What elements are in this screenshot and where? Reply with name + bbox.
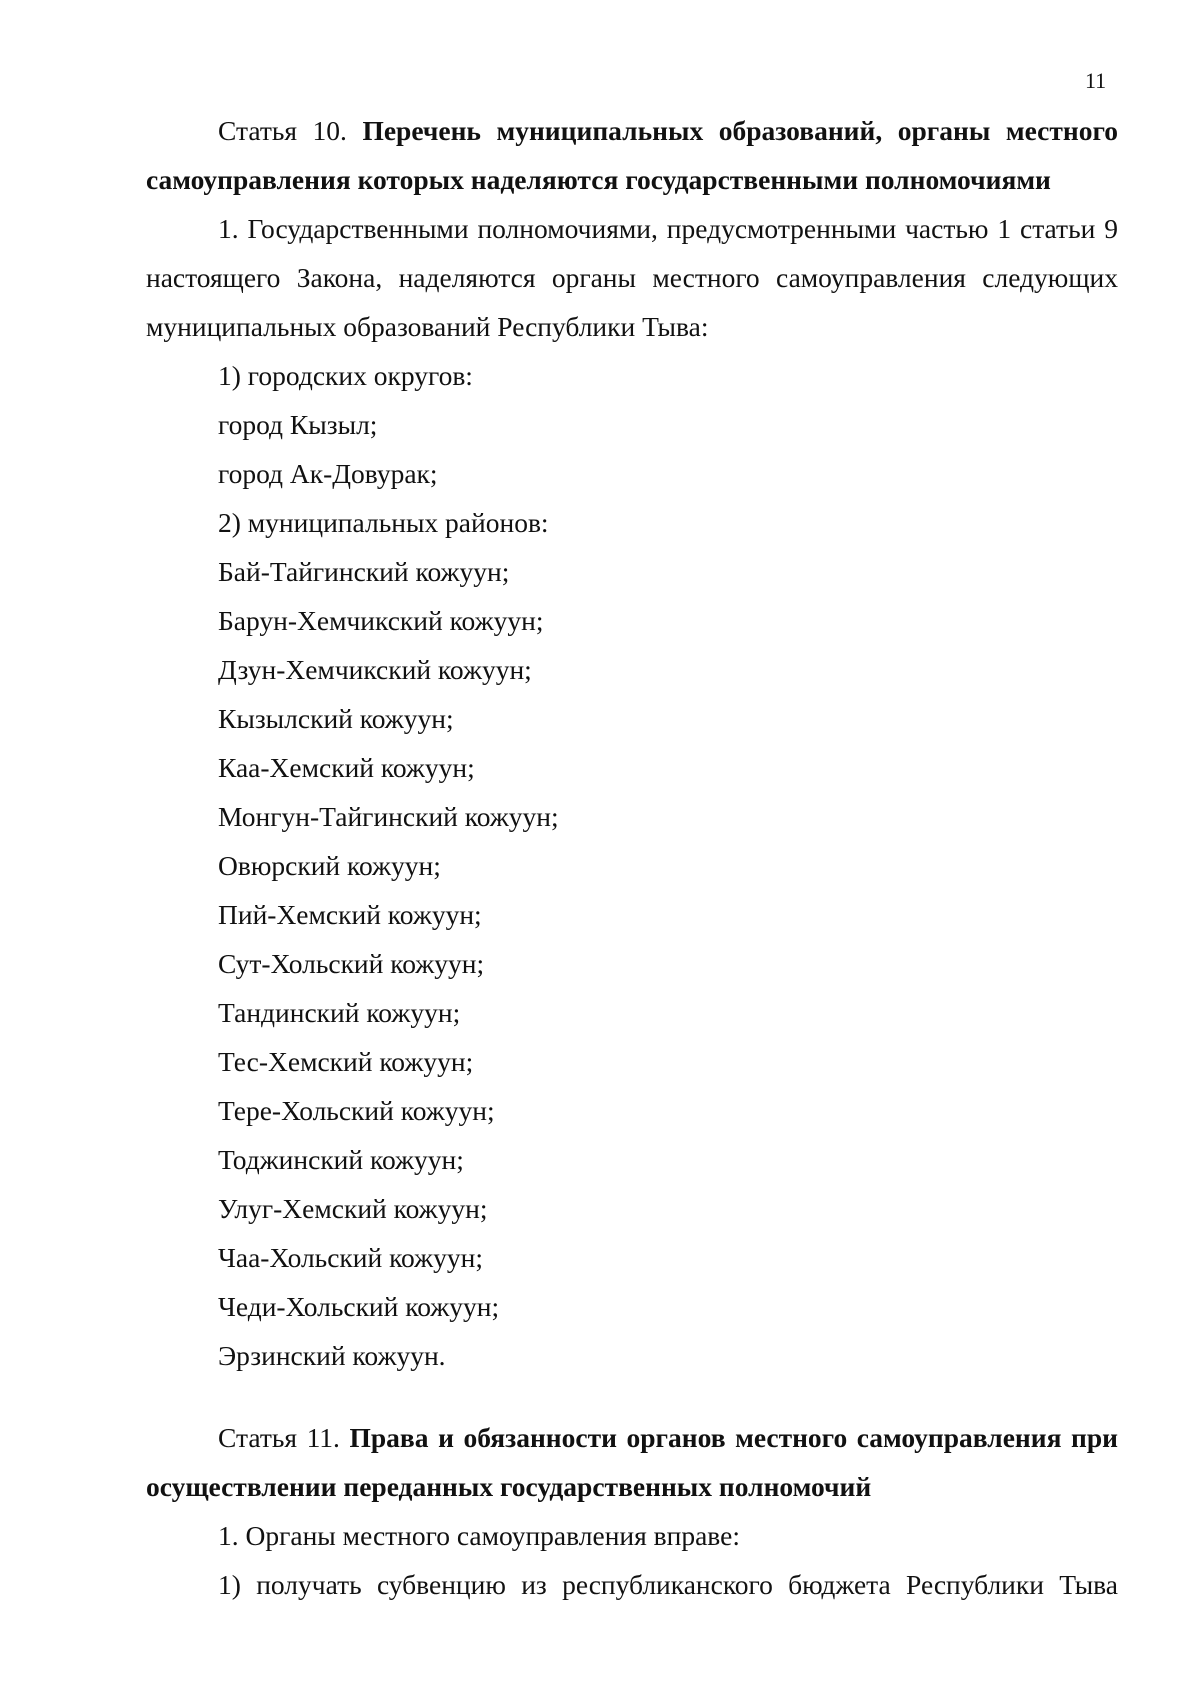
list-item: Тандинский кожуун; xyxy=(218,997,461,1028)
list-item: Кызылский кожуун; xyxy=(218,703,454,734)
article-10-heading xyxy=(146,106,1118,204)
article-10-prefix: Статья 10. xyxy=(218,115,347,146)
districts-list xyxy=(146,547,1118,1380)
list-item: Чаа-Хольский кожуун; xyxy=(218,1242,483,1273)
list-item: Тес-Хемский кожуун; xyxy=(218,1046,474,1077)
list-item: Барун-Хемчикский кожуун; xyxy=(218,605,544,636)
article-10 xyxy=(146,106,1118,1380)
list-item: Каа-Хемский кожуун; xyxy=(218,752,475,783)
article-11 xyxy=(146,1413,1118,1609)
list-item: Тоджинский кожуун; xyxy=(218,1144,464,1175)
list-item: Эрзинский кожуун. xyxy=(218,1340,446,1371)
cities-list xyxy=(146,400,1118,498)
sub-2-label: 2) муниципальных районов: xyxy=(218,507,549,538)
list-item: город Ак-Довурак; xyxy=(218,458,438,489)
article-10-title: Перечень муниципальных образований, органы местного самоуправления которых наделяются государственными полномочиями xyxy=(146,115,1118,195)
list-item: Улуг-Хемский кожуун; xyxy=(218,1193,488,1224)
list-item: город Кызыл; xyxy=(218,409,378,440)
article-11-prefix: Статья 11. xyxy=(218,1422,340,1453)
list-item: Чеди-Хольский кожуун; xyxy=(218,1291,500,1322)
article-11-title: Права и обязанности органов местного самоуправления при осуществлении переданных государственных полномочий xyxy=(146,1422,1118,1502)
list-item: Тере-Хольский кожуун; xyxy=(218,1095,495,1126)
sub-1-label: 1) городских округов: xyxy=(218,360,473,391)
article-10-paragraph-1: 1. Государственными полномочиями, предусмотренными частью 1 статьи 9 настоящего Закона, наделяются органы местного самоуправления следующих муниципальных образований Республики Тыва: xyxy=(146,213,1118,342)
list-item: Сут-Хольский кожуун; xyxy=(218,948,485,979)
list-item: Дзун-Хемчикский кожуун; xyxy=(218,654,532,685)
list-item: Овюрский кожуун; xyxy=(218,850,441,881)
list-item: Бай-Тайгинский кожуун; xyxy=(218,556,510,587)
page-number: 11 xyxy=(1085,68,1107,93)
list-item: Монгун-Тайгинский кожуун; xyxy=(218,801,559,832)
article-11-item-1: 1) получать субвенцию из республиканского бюджета Республики Тыва xyxy=(218,1569,1118,1600)
article-11-heading xyxy=(146,1413,1118,1511)
list-item: Пий-Хемский кожуун; xyxy=(218,899,482,930)
article-11-paragraph-1: 1. Органы местного самоуправления вправе: xyxy=(218,1520,740,1551)
